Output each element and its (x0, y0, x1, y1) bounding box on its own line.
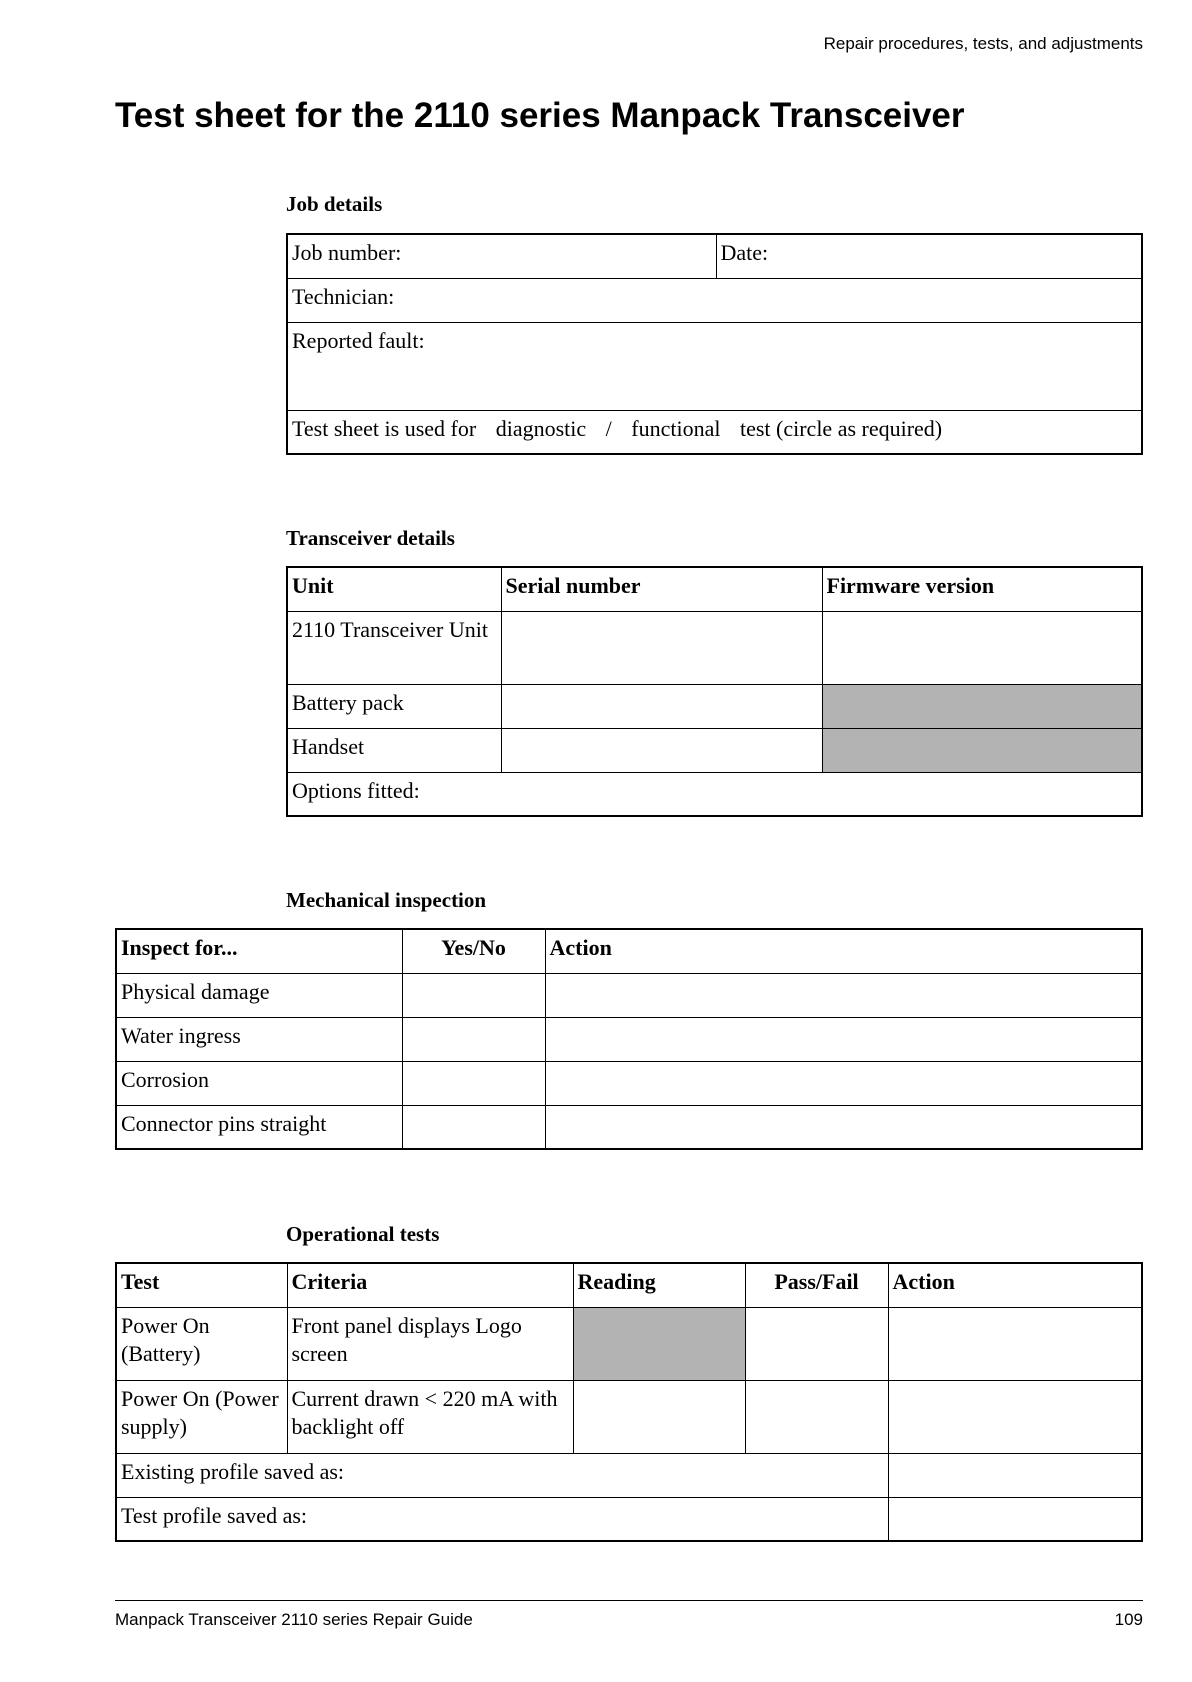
yes-no-cell[interactable] (402, 1017, 545, 1061)
mechanical-inspection-table (115, 928, 1143, 1150)
pass-fail-cell[interactable] (745, 1380, 888, 1453)
usage-suffix: test (circle as required) (739, 415, 943, 441)
test-header: Test (116, 1263, 287, 1307)
test-power-on-battery: Power On (Battery) (116, 1307, 287, 1380)
test-profile-value-cell[interactable] (888, 1497, 1142, 1541)
action-cell[interactable] (888, 1307, 1142, 1380)
transceiver-firmware-cell[interactable] (822, 611, 1142, 684)
inspect-water-ingress: Water ingress (116, 1017, 402, 1061)
transceiver-details-label: Transceiver details (286, 526, 455, 550)
usage-functional-option[interactable]: functional (631, 415, 721, 441)
yes-no-header: Yes/No (402, 929, 545, 973)
inspect-connector-pins: Connector pins straight (116, 1105, 402, 1149)
battery-firmware-shaded (822, 684, 1142, 728)
options-fitted-cell[interactable]: Options fitted: (287, 772, 1142, 816)
reading-cell[interactable] (573, 1380, 745, 1453)
yes-no-cell[interactable] (402, 973, 545, 1017)
operational-tests-table (115, 1262, 1143, 1542)
inspect-for-header: Inspect for... (116, 929, 402, 973)
test-profile-label: Test profile saved as: (116, 1497, 888, 1541)
job-details-label: Job details (286, 192, 383, 216)
action-cell[interactable] (545, 1017, 1142, 1061)
unit-battery-pack: Battery pack (287, 684, 501, 728)
footer-page-number: 109 (1114, 1610, 1143, 1629)
handset-serial-cell[interactable] (501, 728, 822, 772)
action-header: Action (888, 1263, 1142, 1307)
page-title: Test sheet for the 2110 series Manpack Transceiver (115, 96, 965, 135)
pass-fail-cell[interactable] (745, 1307, 888, 1380)
unit-header: Unit (287, 567, 501, 611)
usage-slash: / (605, 415, 612, 441)
handset-firmware-shaded (822, 728, 1142, 772)
action-header: Action (545, 929, 1142, 973)
yes-no-cell[interactable] (402, 1061, 545, 1105)
reported-fault-cell[interactable]: Reported fault: (287, 322, 1142, 410)
inspect-corrosion: Corrosion (116, 1061, 402, 1105)
inspect-physical-damage: Physical damage (116, 973, 402, 1017)
unit-handset: Handset (287, 728, 501, 772)
technician-cell[interactable]: Technician: (287, 278, 1142, 322)
transceiver-serial-cell[interactable] (501, 611, 822, 684)
usage-prefix: Test sheet is used for (292, 415, 477, 441)
battery-serial-cell[interactable] (501, 684, 822, 728)
action-cell[interactable] (545, 1105, 1142, 1149)
reading-shaded (573, 1307, 745, 1380)
job-number-cell[interactable]: Job number: (287, 234, 716, 278)
running-header: Repair procedures, tests, and adjustments (823, 34, 1143, 53)
operational-tests-label: Operational tests (286, 1222, 440, 1246)
mechanical-inspection-label: Mechanical inspection (286, 888, 487, 912)
firmware-version-header: Firmware version (822, 567, 1142, 611)
action-cell[interactable] (888, 1380, 1142, 1453)
test-usage-cell (287, 410, 1142, 454)
yes-no-cell[interactable] (402, 1105, 545, 1149)
footer-divider (115, 1600, 1143, 1601)
action-cell[interactable] (545, 973, 1142, 1017)
serial-number-header: Serial number (501, 567, 822, 611)
usage-diagnostic-option[interactable]: diagnostic (495, 415, 587, 441)
pass-fail-header: Pass/Fail (745, 1263, 888, 1307)
footer-guide-title: Manpack Transceiver 2110 series Repair Guide (115, 1610, 473, 1629)
job-details-table (286, 233, 1143, 455)
transceiver-details-table (286, 566, 1143, 817)
criteria-current-drawn: Current drawn < 220 mA with backlight off (287, 1380, 573, 1453)
criteria-header: Criteria (287, 1263, 573, 1307)
existing-profile-value-cell[interactable] (888, 1453, 1142, 1497)
test-power-on-supply: Power On (Power supply) (116, 1380, 287, 1453)
criteria-logo-screen: Front panel displays Logo screen (287, 1307, 573, 1380)
unit-transceiver: 2110 Transceiver Unit (287, 611, 501, 684)
date-cell[interactable]: Date: (716, 234, 1142, 278)
action-cell[interactable] (545, 1061, 1142, 1105)
reading-header: Reading (573, 1263, 745, 1307)
existing-profile-label: Existing profile saved as: (116, 1453, 888, 1497)
